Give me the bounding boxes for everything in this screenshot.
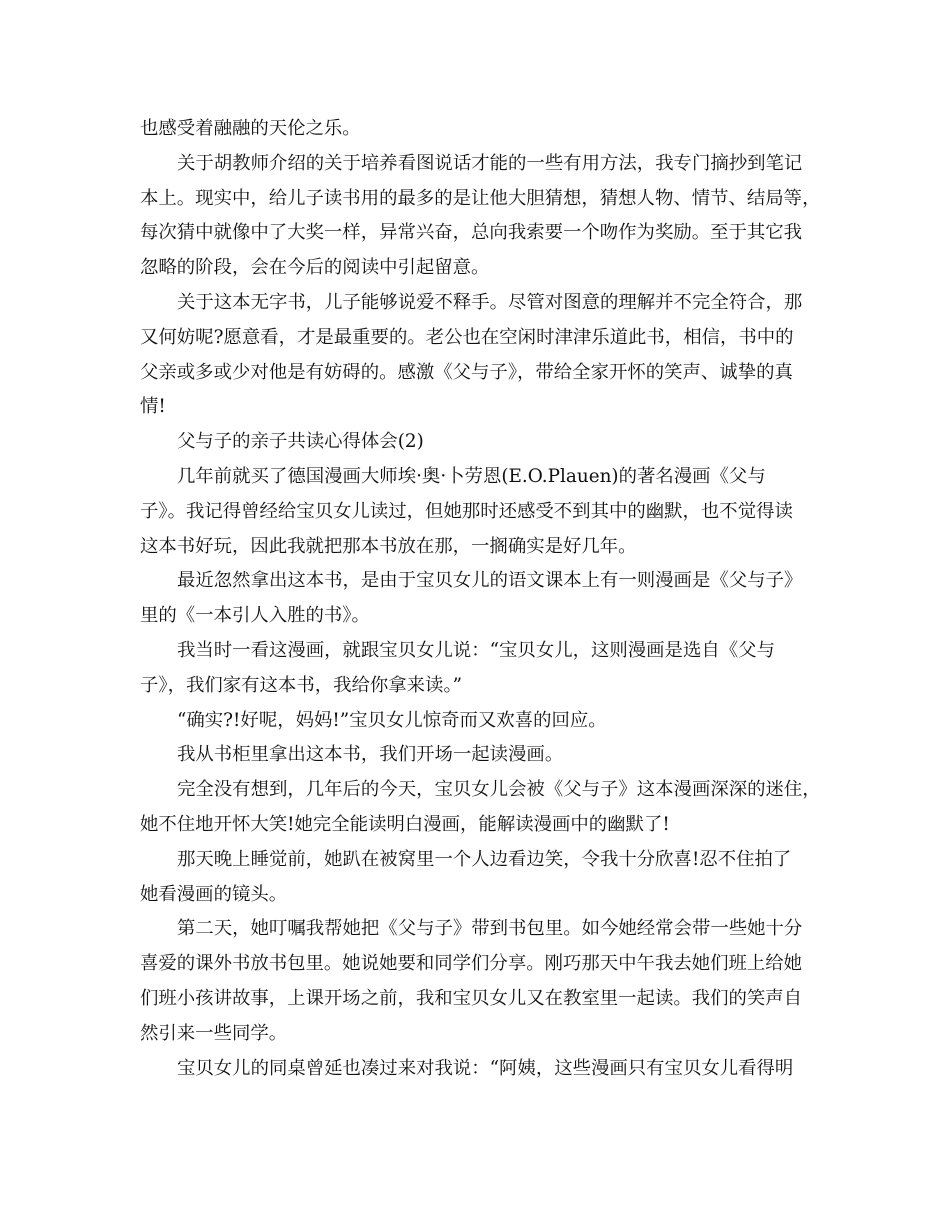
text-line: 子》，我们家有这本书，我给你拿来读。”	[140, 674, 463, 696]
text-line: 本上。现实中，给儿子读书用的最多的是让他大胆猜想，猜想人物、情节、结局等，	[140, 187, 821, 209]
text-line: 父亲或多或少对他是有妨碍的。感激《父与子》，带给全家开怀的笑声、诚挚的真	[140, 361, 793, 383]
text-line: 最近忽然拿出这本书，是由于宝贝女儿的语文课本上有一则漫画是《父与子》	[177, 570, 803, 592]
section-heading: 父与子的亲子共读心得体会(2)	[177, 431, 424, 453]
text-line: 她看漫画的镜头。	[140, 883, 288, 905]
text-line: 完全没有想到，几年后的今天，宝贝女儿会被《父与子》这本漫画深深的迷住，	[177, 779, 821, 801]
text-line: 关于胡教师介绍的关于培养看图说话才能的一些有用方法，我专门摘抄到笔记	[177, 152, 803, 174]
text-line: 她不住地开怀大笑!她完全能读明白漫画，能解读漫画中的幽默了!	[140, 813, 670, 835]
text-line: 里的《一本引人入胜的书》。	[140, 605, 370, 627]
text-line: 每次猜中就像中了大奖一样，异常兴奋，总向我索要一个吻作为奖励。至于其它我	[140, 222, 803, 244]
document-page	[140, 112, 820, 1086]
text-line: 这本书好玩，因此我就把那本书放在那，一搁确实是好几年。	[140, 535, 637, 557]
text-line: 子》。我记得曾经给宝贝女儿读过，但她那时还感受不到其中的幽默，也不觉得读	[140, 500, 793, 522]
text-line: 然引来一些同学。	[140, 1022, 288, 1044]
text-line: 宝贝女儿的同桌曾延也凑过来对我说：“阿姨，这些漫画只有宝贝女儿看得明	[177, 1057, 794, 1079]
text-line: 我当时一看这漫画，就跟宝贝女儿说：“宝贝女儿，这则漫画是选自《父与	[177, 639, 775, 661]
text-line: 关于这本无字书，儿子能够说爱不释手。尽管对图意的理解并不完全符合，那	[177, 291, 803, 313]
text-line: 情!	[140, 396, 166, 418]
text-line: 第二天，她叮嘱我帮她把《父与子》带到书包里。如今她经常会带一些她十分	[177, 918, 803, 940]
text-line: 也感受着融融的天伦之乐。	[140, 118, 361, 139]
text-line: 几年前就买了德国漫画大师埃·奥·卜劳恩(E.O.Plauen)的著名漫画《父与	[177, 465, 766, 487]
text-line: 又何妨呢?愿意看，才是最重要的。老公也在空闲时津津乐道此书，相信，书中的	[140, 326, 794, 348]
text-line: 我从书柜里拿出这本书，我们开场一起读漫画。	[177, 744, 564, 766]
text-line: 忽略的阶段，会在今后的阅读中引起留意。	[140, 257, 490, 279]
text-line: 们班小孩讲故事，上课开场之前，我和宝贝女儿又在教室里一起读。我们的笑声自	[140, 987, 803, 1009]
text-line: “确实?!好呢，妈妈!”宝贝女儿惊奇而又欢喜的回应。	[177, 709, 607, 731]
text-line: 那天晚上睡觉前，她趴在被窝里一个人边看边笑，令我十分欣喜!忍不住拍了	[177, 848, 792, 870]
text-line: 喜爱的课外书放书包里。她说她要和同学们分享。刚巧那天中午我去她们班上给她	[140, 953, 803, 975]
